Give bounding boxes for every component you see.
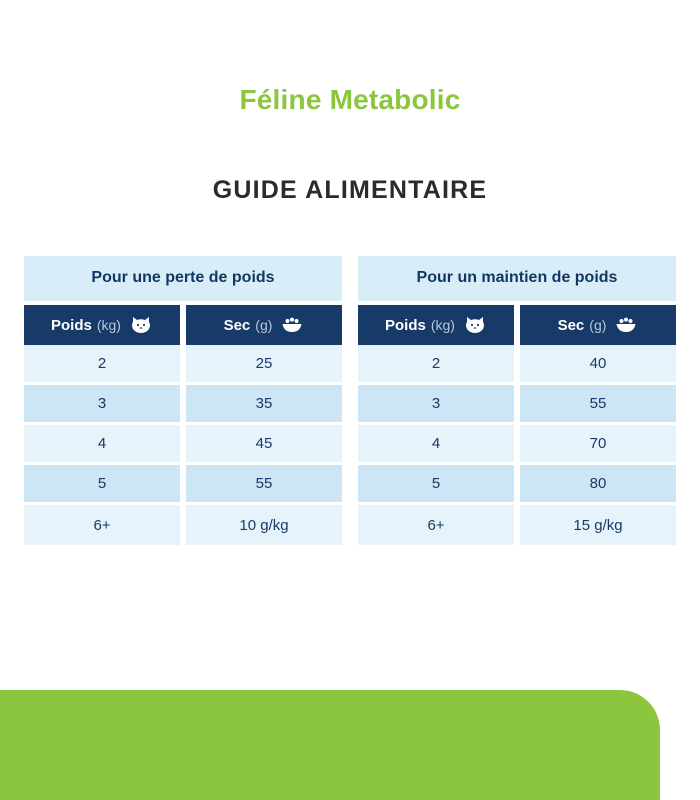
page-title: GUIDE ALIMENTAIRE: [212, 176, 488, 204]
weight-column-label: Poids: [51, 316, 92, 334]
weight-column: [24, 305, 180, 545]
dry-food-column-header: [186, 305, 342, 345]
dry-food-column-unit: (g): [255, 317, 273, 333]
table-cell: 6+: [358, 505, 514, 545]
table-cell: 5: [358, 465, 514, 505]
cat-icon: [463, 314, 487, 336]
weight-maintenance-table: [358, 256, 676, 545]
table-cell: 2: [358, 345, 514, 385]
table-cell: 55: [520, 385, 676, 425]
table-cell: 3: [24, 385, 180, 425]
table-cell: 4: [24, 425, 180, 465]
table-cell: 45: [186, 425, 342, 465]
table-cell: 25: [186, 345, 342, 385]
footer-decoration: [0, 652, 700, 800]
cat-icon: [129, 314, 153, 336]
dry-food-column-header: [520, 305, 676, 345]
weight-column-header: [24, 305, 180, 345]
weight-maintenance-columns: [358, 305, 676, 545]
table-cell: 2: [24, 345, 180, 385]
weight-column-header: [358, 305, 514, 345]
weight-loss-heading: Pour une perte de poids: [24, 256, 342, 301]
table-cell: 5: [24, 465, 180, 505]
dry-food-column-label: Sec: [557, 316, 585, 334]
dry-food-column: [520, 305, 676, 545]
weight-column-label: Poids: [385, 316, 426, 334]
table-cell: 15 g/kg: [520, 505, 676, 545]
table-cell: 10 g/kg: [186, 505, 342, 545]
weight-column-unit: (kg): [96, 317, 121, 333]
weight-column-unit: (kg): [430, 317, 455, 333]
dry-food-bowl-icon: [614, 314, 638, 336]
table-cell: 40: [520, 345, 676, 385]
product-title: Féline Metabolic: [239, 84, 461, 115]
table-cell: 80: [520, 465, 676, 505]
dry-food-bowl-icon: [280, 314, 304, 336]
table-cell: 35: [186, 385, 342, 425]
feeding-tables: [24, 256, 676, 545]
weight-loss-columns: [24, 305, 342, 545]
green-footer-bar: [0, 690, 660, 800]
dry-food-column-label: Sec: [223, 316, 251, 334]
weight-maintenance-heading: Pour un maintien de poids: [358, 256, 676, 301]
table-cell: 4: [358, 425, 514, 465]
dry-food-column-unit: (g): [589, 317, 607, 333]
table-cell: 3: [358, 385, 514, 425]
weight-loss-table: [24, 256, 342, 545]
weight-column: [358, 305, 514, 545]
dry-food-column: [186, 305, 342, 545]
table-cell: 70: [520, 425, 676, 465]
table-cell: 6+: [24, 505, 180, 545]
table-cell: 55: [186, 465, 342, 505]
